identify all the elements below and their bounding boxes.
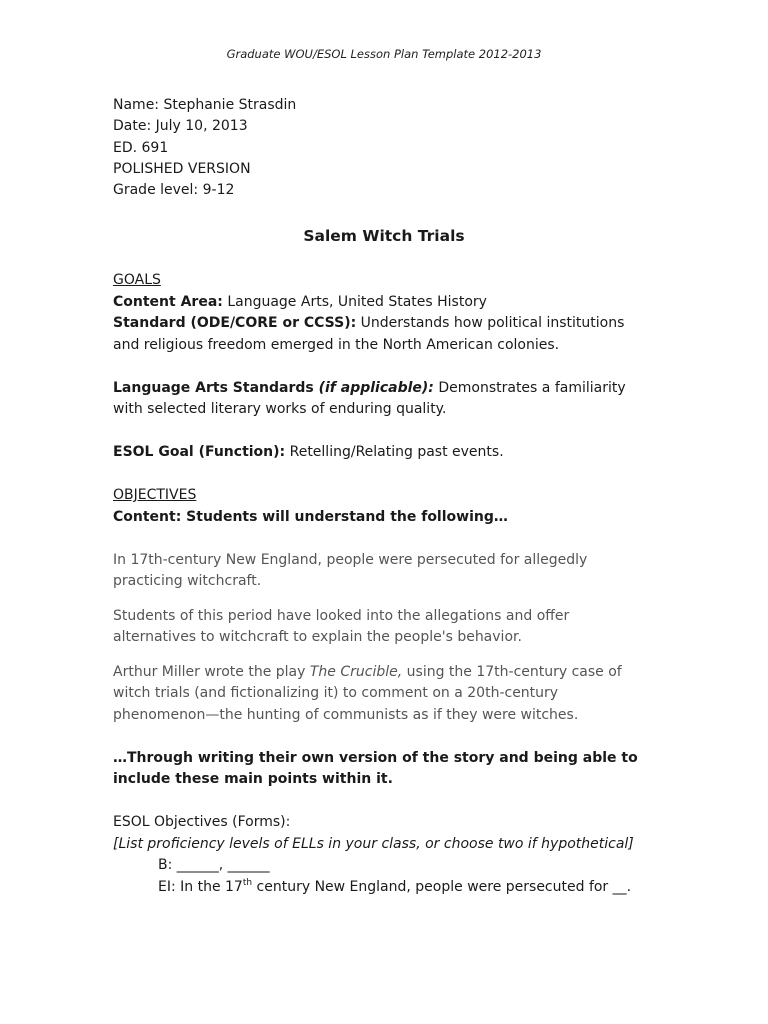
point3-text-a: Arthur Miller wrote the play — [113, 663, 310, 680]
info-block — [113, 95, 296, 201]
objective-point-2: Students of this period have looked into the allegations and offer alternatives to witchcraft to explain the people's behavior. — [113, 607, 570, 645]
content-intro: Content: Students will understand the following… — [113, 508, 508, 525]
date-line — [113, 116, 296, 137]
goals-heading: GOALS — [113, 272, 161, 288]
la-standards-label-italic: (if applicable): — [318, 379, 434, 396]
course-line: ED. 691 — [113, 139, 169, 156]
grade-label: Grade level: — [113, 182, 199, 199]
name-line — [113, 95, 296, 116]
la-standards-value: Demonstrates a familiarity with selected literary works of enduring quality. — [113, 379, 626, 417]
grade-line — [113, 180, 296, 201]
date-label: Date: — [113, 118, 152, 135]
grade-value: 9-12 — [198, 182, 235, 199]
level-ei-line — [113, 877, 653, 899]
standard-label: Standard (ODE/CORE or CCSS): — [113, 315, 357, 331]
objectives-heading: OBJECTIVES — [113, 487, 197, 503]
content-area-line — [113, 292, 653, 314]
name-label: Name: — [113, 97, 160, 113]
level-b-line: B: ______, ______ — [158, 857, 270, 873]
through-writing: …Through writing their own version of the story and being able to include these main points within it. — [113, 749, 638, 787]
esol-list-note: [List proficiency levels of ELLs in your class, or choose two if hypothetical] — [113, 835, 634, 852]
crucible-title: The Crucible, — [309, 663, 403, 680]
lesson-body — [113, 270, 653, 898]
esol-goal-label: ESOL Goal (Function): — [113, 444, 286, 460]
esol-goal-line — [113, 442, 653, 464]
level-ei-text-b: century New England, people were persecuted for __. — [252, 878, 632, 895]
lesson-title: Salem Witch Trials — [303, 227, 465, 245]
la-standards-label: Language Arts Standards — [113, 379, 319, 396]
standard-line — [113, 313, 653, 356]
objective-point-3 — [113, 662, 653, 727]
level-ei-text-a: EI: In the 17 — [158, 878, 243, 895]
content-area-value: Language Arts, United States History — [222, 293, 487, 310]
version-line: POLISHED VERSION — [113, 160, 251, 177]
objective-point-1: In 17th-century New England, people were persecuted for allegedly practicing witchcraft. — [113, 551, 588, 589]
point3-text-b: using the 17th-century case of witch trials (and fictionalizing it) to comment on a 20th-century phenomenon—the hunting of communists as if they were witches. — [113, 663, 622, 723]
esol-goal-value: Retelling/Relating past events. — [285, 444, 504, 460]
standard-value: Understands how political institutions and religious freedom emerged in the North American colonies. — [113, 315, 625, 353]
content-area-label: Content Area: — [113, 293, 223, 310]
level-ei-sup: th — [242, 877, 253, 888]
la-standards-line — [113, 378, 653, 421]
template-header: Graduate WOU/ESOL Lesson Plan Template 2012-2013 — [226, 47, 542, 61]
esol-objectives-heading: ESOL Objectives (Forms): — [113, 814, 291, 830]
date-value: July 10, 2013 — [151, 118, 248, 135]
name-value: Stephanie Strasdin — [159, 97, 297, 113]
